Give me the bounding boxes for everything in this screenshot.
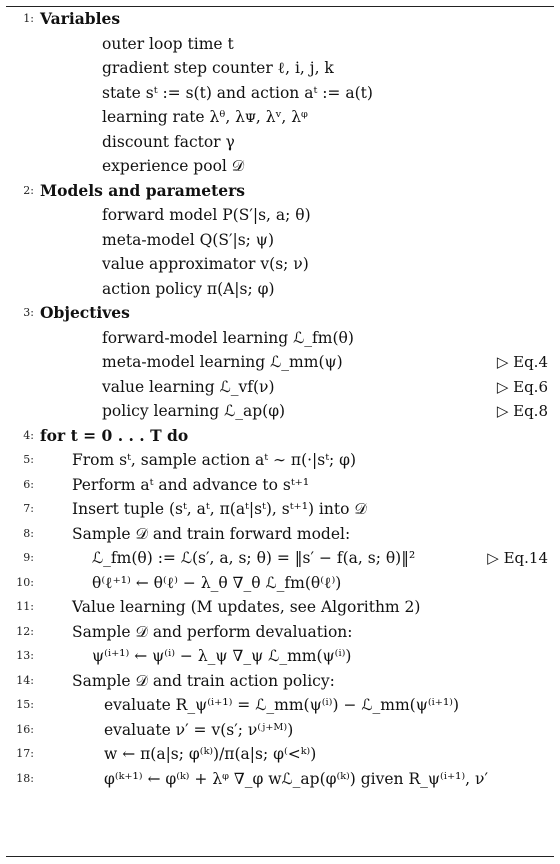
step-sample-action: From sᵗ, sample action aᵗ ∼ π(·|sᵗ; φ)	[72, 451, 357, 469]
algo-line-15	[0, 693, 560, 718]
algo-line-13	[0, 644, 560, 669]
equation-reference: ▷ Eq.8	[496, 402, 548, 420]
variable-gradient-step-counter: gradient step counter ℓ, i, j, k	[102, 59, 334, 77]
line-number: 13:	[16, 649, 34, 662]
equation-theta-update: θ⁽ℓ⁺¹⁾ ← θ⁽ℓ⁾ − λ_θ ∇_θ ℒ_fm(θ⁽ℓ⁾)	[92, 573, 342, 592]
line-number: 2:	[23, 183, 34, 197]
algo-line-16	[0, 718, 560, 743]
equation-importance-weight: w ← π(a|s; φ⁽ᵏ⁾)/π(a|s; φ⁽<ᵏ⁾)	[104, 745, 317, 763]
variable-outer-loop-time: outer loop time t	[102, 34, 234, 53]
variable-discount-factor: discount factor γ	[102, 132, 235, 151]
algo-line-17	[0, 742, 560, 767]
section-header-variables: Variables	[40, 9, 121, 28]
line-number: 16:	[16, 722, 34, 736]
algo-line-10	[0, 571, 560, 596]
algo-line-7	[0, 497, 560, 522]
algo-subline	[0, 56, 560, 81]
algo-line-4	[0, 424, 560, 449]
line-number: 4:	[23, 428, 34, 442]
equation-forward-loss: ℒ_fm(θ) := ℒ(s′, a, s; θ) = ‖s′ − f(a, s; θ)‖²	[92, 549, 416, 567]
step-perform-action: Perform aᵗ and advance to sᵗ⁺¹	[72, 475, 310, 494]
algo-line-18	[0, 767, 560, 792]
algo-subline	[0, 32, 560, 57]
objective-policy: policy learning ℒ_ap(φ)	[102, 402, 286, 420]
line-number: 1:	[23, 12, 34, 25]
line-number: 8:	[23, 526, 34, 540]
algo-line-1	[0, 7, 560, 32]
variable-experience-pool: experience pool 𝒟	[102, 157, 245, 175]
equation-psi-update: ψ⁽ⁱ⁺¹⁾ ← ψ⁽ⁱ⁾ − λ_ψ ∇_ψ ℒ_mm(ψ⁽ⁱ⁾)	[92, 647, 352, 665]
step-train-forward-model: Sample 𝒟 and train forward model:	[72, 524, 351, 543]
algo-line-6	[0, 473, 560, 498]
algo-line-12	[0, 620, 560, 645]
equation-phi-update: φ⁽ᵏ⁺¹⁾ ← φ⁽ᵏ⁾ + λᵠ ∇_φ wℒ_ap(φ⁽ᵏ⁾) given R_ψ⁽ⁱ⁺¹⁾, ν′	[104, 769, 488, 788]
equation-reference: ▷ Eq.4	[496, 353, 548, 371]
algo-subline	[0, 228, 560, 253]
line-number: 6:	[23, 477, 34, 491]
bottom-rule	[6, 856, 554, 857]
line-number: 7:	[23, 502, 34, 515]
algo-line-9	[0, 546, 560, 571]
line-number: 14:	[16, 673, 34, 687]
section-header-models: Models and parameters	[40, 180, 246, 200]
objective-forward-model: forward-model learning ℒ_fm(θ)	[102, 328, 354, 347]
step-value-learning: Value learning (M updates, see Algorithm 2)	[72, 598, 421, 616]
model-meta: meta-model Q(S′|s; ψ)	[102, 230, 275, 249]
step-devaluation: Sample 𝒟 and perform devaluation:	[72, 622, 353, 641]
algo-subline	[0, 399, 560, 424]
algo-subline	[0, 203, 560, 228]
variable-state-action: state sᵗ := s(t) and action aᵗ := a(t)	[102, 83, 373, 102]
line-number: 10:	[16, 575, 34, 589]
line-number: 15:	[16, 698, 34, 711]
algo-subline	[0, 252, 560, 277]
step-insert-tuple: Insert tuple (sᵗ, aᵗ, π(aᵗ|sᵗ), sᵗ⁺¹) into 𝒟	[72, 500, 367, 518]
algo-subline	[0, 350, 560, 375]
model-value-approximator: value approximator v(s; ν)	[102, 255, 309, 273]
line-number: 18:	[16, 771, 34, 785]
section-header-objectives: Objectives	[40, 303, 130, 322]
line-number: 12:	[16, 624, 34, 638]
algo-line-11	[0, 595, 560, 620]
equation-reference: ▷ Eq.6	[496, 377, 548, 396]
algo-line-2	[0, 179, 560, 204]
line-number: 17:	[16, 747, 34, 760]
objective-meta-model: meta-model learning ℒ_mm(ψ)	[102, 353, 343, 371]
algo-subline	[0, 130, 560, 155]
algo-line-14	[0, 669, 560, 694]
algo-subline	[0, 154, 560, 179]
for-loop-header: for t = 0 . . . T do	[40, 425, 189, 445]
equation-value-eval: evaluate ν′ = v(s′; ν⁽ʲ⁺ᴹ⁾)	[104, 720, 294, 739]
equation-reference: ▷ Eq.14	[487, 549, 548, 567]
algo-subline	[0, 105, 560, 130]
algo-subline	[0, 375, 560, 400]
algo-line-3	[0, 301, 560, 326]
equation-reward: evaluate R_ψ⁽ⁱ⁺¹⁾ = ℒ_mm(ψ⁽ⁱ⁾) − ℒ_mm(ψ⁽ⁱ⁺¹⁾)	[104, 696, 460, 714]
step-train-action-policy: Sample 𝒟 and train action policy:	[72, 671, 335, 690]
model-forward: forward model P(S′|s, a; θ)	[102, 206, 311, 224]
line-number: 3:	[23, 306, 34, 319]
objective-value: value learning ℒ_vf(ν)	[102, 377, 275, 396]
line-number: 5:	[23, 453, 34, 466]
algo-subline	[0, 81, 560, 106]
line-number: 11:	[16, 600, 34, 613]
algo-line-5	[0, 448, 560, 473]
model-action-policy: action policy π(A|s; φ)	[102, 279, 275, 298]
algo-line-8	[0, 522, 560, 547]
line-number: 9:	[23, 551, 34, 564]
algo-subline	[0, 277, 560, 302]
variable-learning-rate: learning rate λᶿ, λᴪ, λᵛ, λᵠ	[102, 108, 308, 126]
algo-subline	[0, 326, 560, 351]
algorithm-box	[0, 7, 560, 791]
